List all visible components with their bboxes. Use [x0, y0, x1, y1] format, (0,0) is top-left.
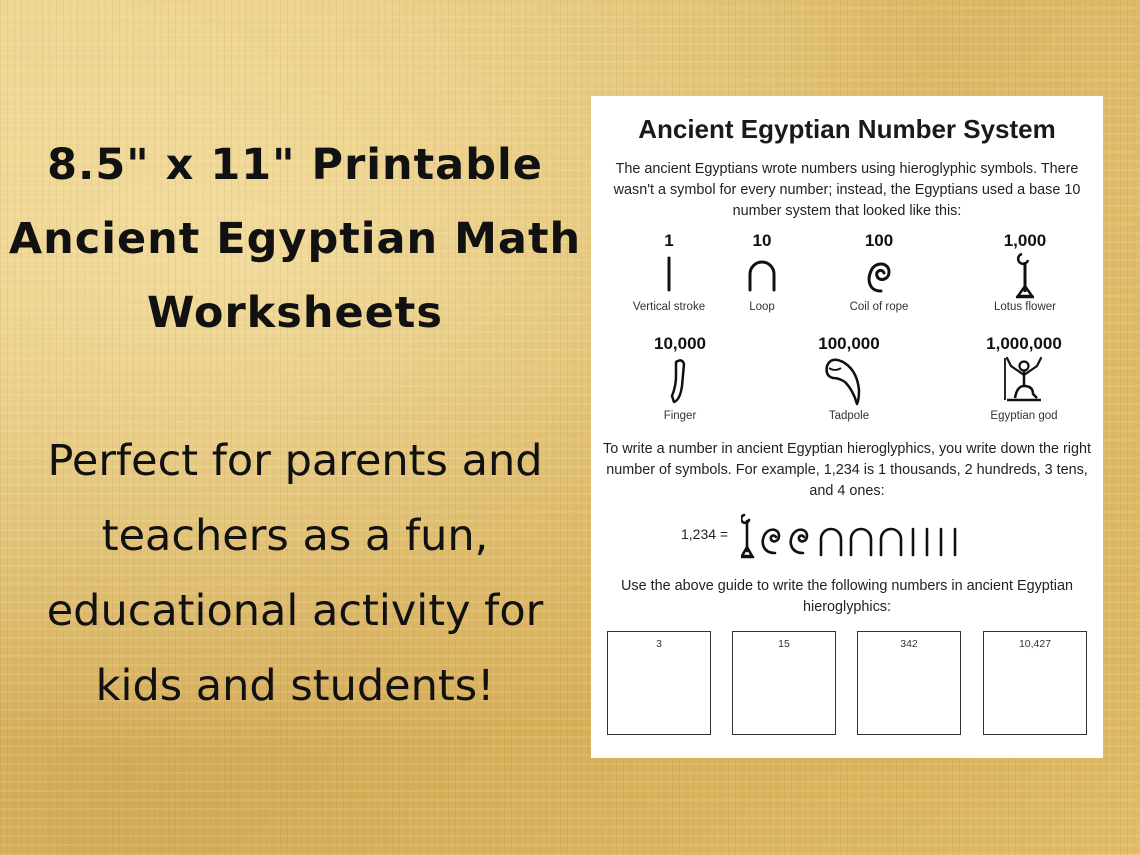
promo-headline: 8.5" x 11" Printable Ancient Egyptian Math Worksheets [8, 140, 582, 338]
worksheet-page [591, 96, 1103, 758]
example-hieroglyphs [741, 511, 1021, 559]
exercise-box-4 [983, 631, 1087, 735]
symbol-caption-100000: Tadpole [828, 410, 870, 422]
loop-icon [742, 254, 782, 299]
symbol-caption-1000000: Egyptian god [990, 410, 1058, 422]
lotus-flower-icon [1005, 250, 1045, 305]
example-label: 1,234 = [681, 526, 729, 542]
symbol-caption-10000: Finger [663, 410, 697, 422]
symbol-caption-10: Loop [749, 301, 775, 313]
worksheet-task: Use the above guide to write the following numbers in ancient Egyptian hieroglyphics: [621, 578, 1073, 615]
example-1234 [681, 511, 1021, 559]
coil-of-rope-icon [859, 254, 899, 299]
exercise-box-2 [732, 631, 836, 735]
symbol-caption-1000: Lotus flower [993, 301, 1056, 313]
symbol-value-100000: 100,000 [818, 334, 880, 353]
exercise-box-3 [857, 631, 961, 735]
symbol-value-1000000: 1,000,000 [986, 334, 1062, 353]
exercise-box-1 [607, 631, 711, 735]
vertical-stroke-icon [649, 254, 689, 299]
symbol-value-10000: 10,000 [654, 334, 706, 353]
exercise-number: 10,427 [1018, 638, 1052, 650]
exercise-number: 342 [900, 638, 918, 650]
symbol-value-10: 10 [752, 231, 772, 250]
promo-tagline: Perfect for parents and teachers as a fun, educational activity for kids and students! [46, 436, 544, 711]
finger-icon [660, 356, 700, 411]
tadpole-icon [819, 354, 869, 411]
symbol-caption-100: Coil of rope [849, 301, 909, 313]
symbol-value-1: 1 [664, 231, 674, 250]
exercise-number: 15 [778, 638, 790, 650]
symbol-caption-1: Vertical stroke [632, 301, 706, 313]
symbol-value-100: 100 [864, 231, 894, 250]
exercise-number: 3 [656, 638, 662, 650]
egyptian-god-icon [997, 354, 1051, 409]
worksheet-explanation: To write a number in ancient Egyptian hieroglyphics, you write down the right number of symbols. For example, 1,234 is 1 thousands, 2 hundreds, 3 tens, and 4 ones: [603, 441, 1091, 499]
worksheet-title: Ancient Egyptian Number System [638, 114, 1056, 144]
worksheet-intro: The ancient Egyptians wrote numbers using hieroglyphic symbols. There wasn't a symbol for every number; instead, the Egyptians used a base 10 number system that looked like this: [613, 161, 1081, 219]
symbol-value-1000: 1,000 [1003, 231, 1047, 250]
